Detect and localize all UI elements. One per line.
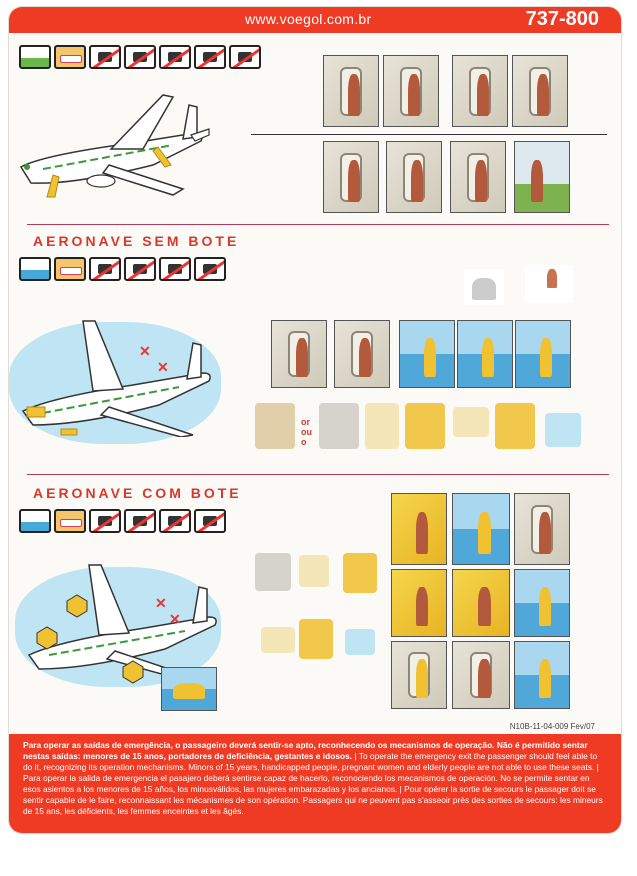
no-smoke-icon [229, 45, 261, 69]
general-pictogram-row [19, 45, 261, 69]
person-in-water-illustration [525, 265, 573, 303]
step-panel-1-6 [386, 141, 442, 213]
step-panel-1-7 [450, 141, 506, 213]
step-panel-3-5 [452, 569, 510, 637]
no-high-heels-icon [89, 45, 121, 69]
blocked-exit-mark: ✕ [169, 611, 181, 627]
vest-inflate-illustration [453, 407, 489, 437]
document-reference-code: N10B-11-04-009 Fev/07 [509, 722, 595, 731]
section-divider [27, 224, 609, 225]
step-panel-2-1 [271, 320, 327, 388]
blocked-exit-mark: ✕ [157, 359, 169, 375]
footer-text-pt: Para operar as saídas de emergência, o passageiro deverá sentir-se apto, reconhecendo os mecanismos de operação. Não é permitido sentar nestas saídas: menores de 15 anos, portadores de deficiência, gestantes e idosos. [23, 740, 588, 761]
no-high-heels-icon [89, 509, 121, 533]
step-panel-1-4 [512, 55, 568, 127]
step-panel-3-9 [514, 641, 570, 709]
section-title-sem-bote: AERONAVE SEM BOTE [33, 233, 240, 249]
blocked-exit-mark: ✕ [139, 343, 151, 359]
blocked-exit-mark: ✕ [155, 595, 167, 611]
no-fire-icon [194, 509, 226, 533]
person-floating-illustration [345, 629, 375, 655]
step-panel-2-2 [334, 320, 390, 388]
no-luggage-icon [159, 45, 191, 69]
vest-wearing-illustration [405, 403, 445, 449]
section-divider [27, 474, 609, 475]
seat-cushion-removal-illustration [255, 403, 295, 449]
step-panel-1-8 [514, 141, 570, 213]
no-high-heels-icon [89, 257, 121, 281]
plane-raft-illustration [19, 555, 229, 685]
no-fire-icon [194, 45, 226, 69]
plane-evacuation-illustration [13, 85, 213, 200]
aircraft-model: 737-800 [525, 8, 599, 30]
life-vest-illustration [365, 403, 399, 449]
or-label: or ou o [301, 417, 312, 447]
no-fire-icon [194, 257, 226, 281]
footer-text-en: | To operate the emergency exit the passenger should feel able to do it, recognizing its operation mechanisms. Minors of 15 years, handicapped people, pregnant women and elderly people are not able to use these seats. [23, 751, 598, 772]
footer-text-fr: | Pour opérer la sortie de secours le passager doit se sentir capable de le faire, reconnaissant les mécanismes de son opération. Passagers qui ne peuvent pas s'asseoir près des sorties de secours: les mineurs de 15 ans, les déficients, les femmes enceintes et les âgés. [23, 784, 603, 816]
life-vest-illustration [299, 555, 329, 587]
section-title-com-bote: AERONAVE COM BOTE [33, 485, 242, 501]
no-shoes-icon [159, 257, 191, 281]
step-panel-3-2 [452, 493, 510, 565]
step-panel-1-5 [323, 141, 379, 213]
vest-pull-illustration [495, 403, 535, 449]
vest-wearing-illustration [343, 553, 377, 593]
step-panel-3-6 [514, 569, 570, 637]
no-shoes-icon [124, 45, 156, 69]
sem-bote-pictogram-row [19, 257, 226, 281]
person-floating-illustration [545, 413, 581, 447]
footer-text-es: | Para operar la salida de emergencia el pasajero deberá sentirse capaz de hacerlo, reconociendo los mecanismos de operación. No se permite sentar en esos asientos a los menores de 15 años, los minusválidos, las mujeres embarazadas y los ancianos. [23, 762, 599, 794]
step-panel-3-4 [391, 569, 447, 637]
website-url: www.voegol.com.br [245, 11, 372, 27]
plane-water-icon [19, 257, 51, 281]
seat-cushion-illustration [464, 269, 504, 305]
no-shoes-icon [124, 509, 156, 533]
seatbelt-icon [54, 509, 86, 533]
seat-illustration [255, 553, 291, 591]
seat-illustration [319, 403, 359, 449]
step-panel-2-5 [515, 320, 571, 388]
seatbelt-icon [54, 257, 86, 281]
no-shoes-icon [159, 509, 191, 533]
com-bote-pictogram-row [19, 509, 226, 533]
step-panel-3-7 [391, 641, 447, 709]
footer-notice [9, 734, 621, 834]
step-panel-2-4 [457, 320, 513, 388]
step-panel-3-3 [514, 493, 570, 565]
header-bar [9, 7, 621, 33]
plane-landing-icon [19, 45, 51, 69]
vest-inflate-illustration [261, 627, 295, 653]
plane-water-icon [19, 509, 51, 533]
step-panel-3-1 [391, 493, 447, 565]
plane-water-illustration [13, 307, 223, 437]
step-panel-3-8 [452, 641, 510, 709]
safety-card [8, 6, 622, 834]
vest-pull-illustration [299, 619, 333, 659]
step-panel-1-3 [452, 55, 508, 127]
step-panel-1-1 [323, 55, 379, 127]
step-panel-2-3 [399, 320, 455, 388]
seatbelt-icon [54, 45, 86, 69]
divider-line [251, 134, 607, 135]
step-panel-1-2 [383, 55, 439, 127]
no-shoes-icon [124, 257, 156, 281]
raft-inset-illustration [161, 667, 217, 711]
